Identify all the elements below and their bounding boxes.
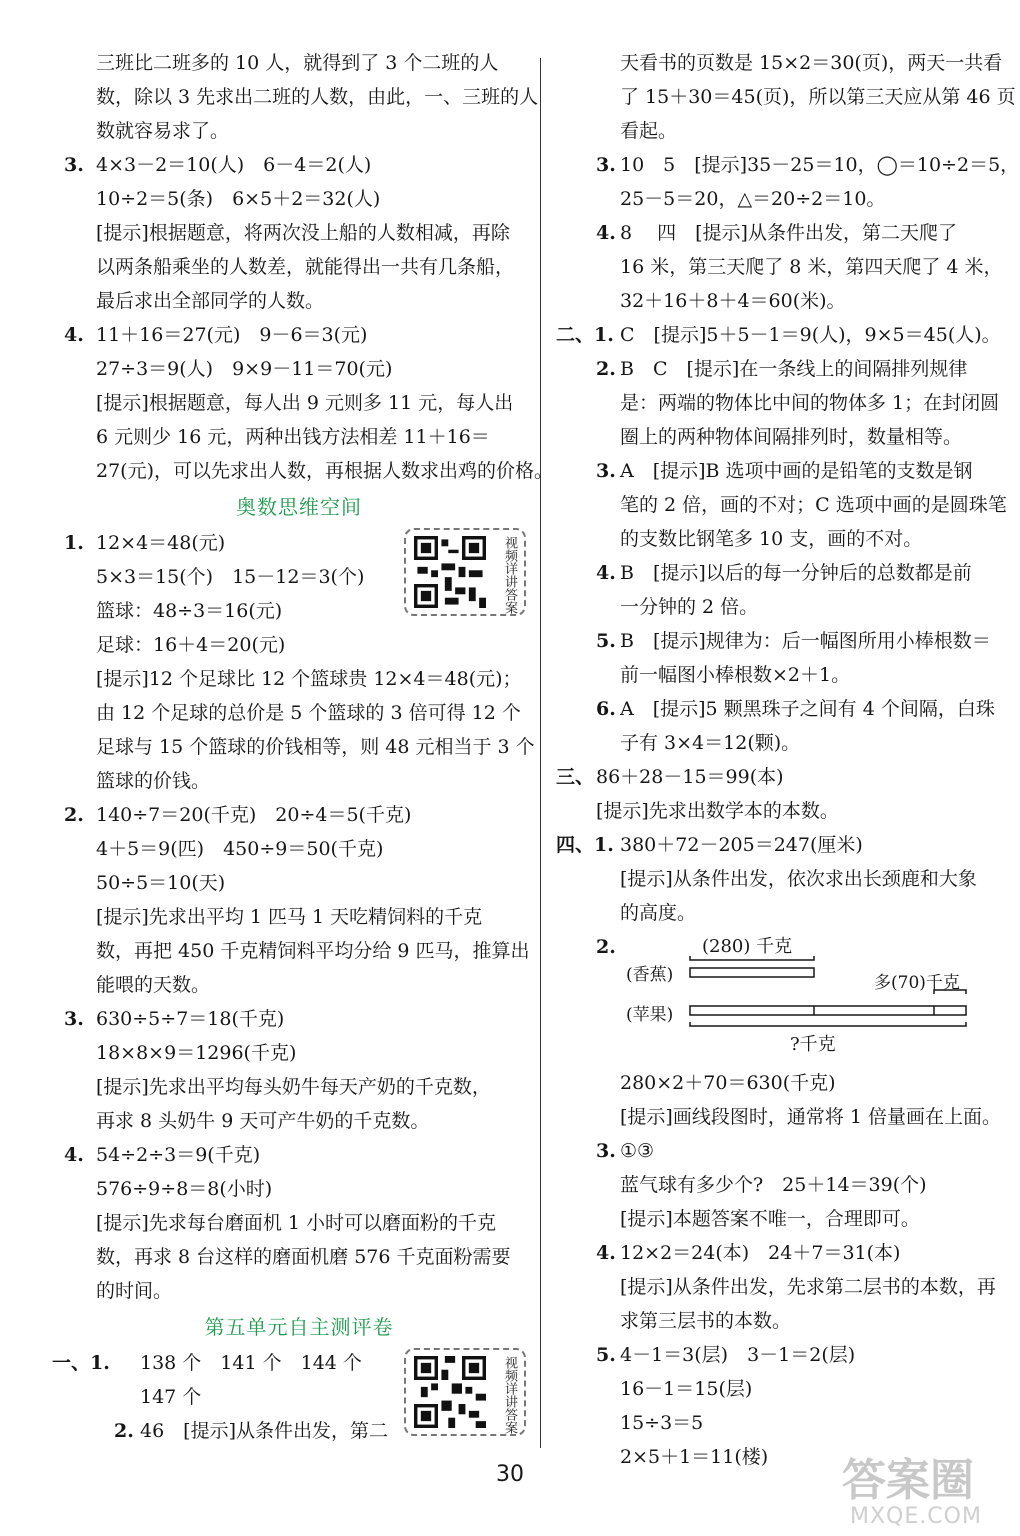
hint-line: [提示]根据题意，将两次没上船的人数相减，再除	[96, 222, 510, 244]
question-number: 2.	[64, 804, 84, 826]
hint-line: [提示]12 个足球比 12 个篮球贵 12×4＝48(元)；	[96, 668, 522, 690]
question-number: 一、1.	[52, 1352, 110, 1374]
total-label: ?千克	[790, 1034, 836, 1055]
answer-line: 3. 630÷5÷7＝18(千克)	[64, 1002, 534, 1036]
answer-line: 3. 10 5 [提示]35－25＝10，◯＝10÷2＝5，	[556, 148, 1018, 182]
answer-line: 3. ①③	[556, 1134, 1018, 1168]
answer-line: 576÷9÷8＝8(小时)	[96, 1178, 273, 1200]
answer-line: 6. A [提示]5 颗黑珠子之间有 4 个间隔，白珠	[556, 692, 1018, 726]
hint-line: 圈上的两种物体间隔排列时，数量相等。	[620, 426, 963, 448]
hint-line: 的高度。	[620, 902, 697, 924]
question-number: 5.	[596, 630, 616, 652]
line-segment-diagram	[556, 930, 1018, 1066]
answer-line: 四、1. 380＋72－205＝247(厘米)	[556, 828, 1018, 862]
answer-line: 3. A [提示]B 选项中画的是铅笔的支数是钢	[556, 454, 1018, 488]
banana-bar	[690, 968, 814, 977]
more-label: 多(70)千克	[874, 973, 960, 993]
text-line: 数，除以 3 先求出二班的人数，由此，一、三班的人	[96, 86, 539, 108]
apple-label: (苹果)	[626, 1005, 674, 1025]
text-line: 数就容易求了。	[96, 120, 230, 142]
hint-line: 的支数比钢笔多 10 支，画的不对。	[620, 528, 923, 550]
watermark-logo: 答案圈	[842, 1455, 974, 1506]
hint-line: [提示]先求出数学本的本数。	[596, 800, 839, 822]
hint-line: [提示]根据题意，每人出 9 元则多 11 元，每人出	[96, 392, 514, 414]
hint-line: 子有 3×4＝12(颗)。	[620, 732, 801, 754]
hint-line: 以两条船乘坐的人数差，就能得出一共有几条船，	[96, 256, 515, 278]
left-column	[52, 46, 554, 1448]
answer-line: 4. 54÷2÷3＝9(千克)	[64, 1138, 534, 1172]
text-line: 了 15＋30＝45(页)，所以第三天应从第 46 页	[620, 86, 1016, 108]
question-number: 3.	[64, 154, 84, 176]
section-heading: 第五单元自主测评卷	[204, 1315, 394, 1339]
answer-line: 2×5＋1＝11(楼)	[620, 1446, 769, 1468]
question-number: 2.	[596, 936, 616, 958]
answer-line: 16 米，第三天爬了 8 米，第四天爬了 4 米，	[620, 256, 1003, 278]
section-heading: 奥数思维空间	[236, 495, 362, 519]
answer-line: 一、1. 138 个 141 个 144 个	[64, 1346, 534, 1380]
question-number: 4.	[64, 1144, 84, 1166]
answer-line: 32＋16＋8＋4＝60(米)。	[620, 290, 846, 312]
hint-line: 能喂的天数。	[96, 974, 211, 996]
question-number: 4.	[596, 222, 616, 244]
answer-line: 4. 11＋16＝27(元) 9－6＝3(元)	[64, 318, 534, 352]
answer-line: 4＋5＝9(匹) 450÷9＝50(千克)	[96, 838, 384, 860]
answer-line: 16－1＝15(层)	[620, 1378, 753, 1400]
answer-line: 3. 4×3－2＝10(人) 6－4＝2(人)	[64, 148, 534, 182]
text-line: 三班比二班多的 10 人，就得到了 3 个二班的人	[96, 52, 499, 74]
hint-line: 前一幅图小棒根数×2＋1。	[620, 664, 851, 686]
answer-line: 4. 12×2＝24(本) 24＋7＝31(本)	[556, 1236, 1018, 1270]
answer-line: 篮球：48÷3＝16(元)	[96, 600, 283, 622]
answer-line: 50÷5＝10(天)	[96, 872, 226, 894]
answer-line: 27÷3＝9(人) 9×9－11＝70(元)	[96, 358, 393, 380]
answer-line: 三、 86＋28－15＝99(本)	[556, 760, 1018, 794]
qr-caption: 视频详讲答案	[502, 536, 517, 614]
total-brace	[690, 1022, 966, 1026]
hint-line: 足球与 15 个篮球的价钱相等，则 48 元相当于 3 个	[96, 736, 535, 758]
answer-line: 18×8×9＝1296(千克)	[96, 1042, 297, 1064]
watermark	[820, 1440, 1020, 1536]
apple-bar	[690, 1006, 966, 1015]
question-number: 6.	[596, 698, 616, 720]
hint-line: [提示]先求出平均每头奶牛每天产奶的千克数，	[96, 1076, 491, 1098]
answer-line: 4. B [提示]以后的每一分钟后的总数都是前	[556, 556, 1018, 590]
answer-line: 147 个	[140, 1386, 202, 1408]
answer-line: 15÷3＝5	[620, 1412, 704, 1434]
hint-line: 数，再求 8 台这样的磨面机磨 576 千克面粉需要	[96, 1246, 511, 1268]
hint-line: [提示]先求出平均 1 匹马 1 天吃精饲料的千克	[96, 906, 483, 928]
hint-line: 27(元)，可以先求出人数，再根据人数求出鸡的价格。	[96, 460, 554, 482]
answer-line: 280×2＋70＝630(千克)	[620, 1072, 836, 1094]
segment-svg	[556, 930, 1018, 1066]
answer-line: 1. 12×4＝48(元)	[64, 526, 534, 560]
question-number: 4.	[64, 324, 84, 346]
answer-line: 2. B C [提示]在一条线上的间隔排列规律	[556, 352, 1018, 386]
hint-line: 一分钟的 2 倍。	[620, 596, 759, 618]
section-aoshu	[64, 526, 534, 798]
hint-line: 笔的 2 倍，画的不对；C 选项中画的是圆珠笔	[620, 494, 1007, 516]
answer-line: 25－5＝20，△＝20÷2＝10。	[620, 188, 886, 210]
question-number: 三、	[556, 766, 595, 788]
banana-weight-label: (280) 千克	[702, 936, 793, 957]
hint-line: [提示]从条件出发，先求第二层书的本数，再	[620, 1276, 996, 1298]
qr-caption: 视频详讲答案	[502, 1356, 517, 1434]
question-number: 4.	[596, 1242, 616, 1264]
question-number: 3.	[596, 1140, 616, 1162]
hint-line: 的时间。	[96, 1280, 173, 1302]
hint-line: 6 元则少 16 元，两种出钱方法相差 11＋16＝	[96, 426, 490, 448]
column-divider	[540, 58, 541, 1448]
section-unit5	[52, 1346, 534, 1448]
answer-line: 2. 140÷7＝20(千克) 20÷4＝5(千克)	[64, 798, 534, 832]
question-number: 四、1.	[556, 834, 614, 856]
hint-line: 由 12 个足球的总价是 5 个篮球的 3 倍可得 12 个	[96, 702, 521, 724]
question-number: 二、1.	[556, 324, 614, 346]
hint-line: 求第三层书的本数。	[620, 1310, 792, 1332]
hint-line: [提示]先求每台磨面机 1 小时可以磨面粉的千克	[96, 1212, 496, 1234]
question-number: 2.	[114, 1420, 134, 1442]
answer-line: 5. 4－1＝3(层) 3－1＝2(层)	[556, 1338, 1018, 1372]
hint-line: [提示]本题答案不唯一，合理即可。	[620, 1208, 920, 1230]
answer-line: 10÷2＝5(条) 6×5＋2＝32(人)	[96, 188, 381, 210]
hint-line: 再求 8 头奶牛 9 天可产牛奶的千克数。	[96, 1110, 430, 1132]
hint-line: [提示]画线段图时，通常将 1 倍量画在上面。	[620, 1106, 1001, 1128]
right-column	[556, 46, 1018, 1474]
question-number: 4.	[596, 562, 616, 584]
question-number: 1.	[64, 532, 84, 554]
answer-line: 足球：16＋4＝20(元)	[96, 634, 286, 656]
answer-line: 4. 8 四 [提示]从条件出发，第二天爬了	[556, 216, 1018, 250]
hint-line: 篮球的价钱。	[96, 770, 211, 792]
answer-line: 2. 46 [提示]从条件出发，第二	[64, 1414, 534, 1448]
question-number: 3.	[596, 154, 616, 176]
answer-line: 蓝气球有多少个? 25＋14＝39(个)	[620, 1174, 927, 1196]
text-line: 看起。	[620, 120, 678, 142]
hint-line: [提示]从条件出发，依次求出长颈鹿和大象	[620, 868, 977, 890]
answer-line: 5×3＝15(个) 15－12＝3(个)	[96, 566, 365, 588]
question-number: 2.	[596, 358, 616, 380]
watermark-site: MXQE.COM	[850, 1504, 982, 1529]
answer-line: 5. B [提示]规律为：后一幅图所用小棒根数＝	[556, 624, 1018, 658]
page-number: 30	[496, 1462, 524, 1487]
question-number: 3.	[64, 1008, 84, 1030]
question-number: 5.	[596, 1344, 616, 1366]
question-number: 3.	[596, 460, 616, 482]
text-line: 天看书的页数是 15×2＝30(页)，两天一共看	[620, 52, 1003, 74]
hint-line: 数，再把 450 千克精饲料平均分给 9 匹马，推算出	[96, 940, 530, 962]
hint-line: 是：两端的物体比中间的物体多 1；在封闭圆	[620, 392, 1000, 414]
hint-line: 最后求出全部同学的人数。	[96, 290, 325, 312]
banana-label: (香蕉)	[626, 965, 674, 985]
answer-line: 二、1. C [提示]5＋5－1＝9(人)，9×5＝45(人)。	[556, 318, 1018, 352]
